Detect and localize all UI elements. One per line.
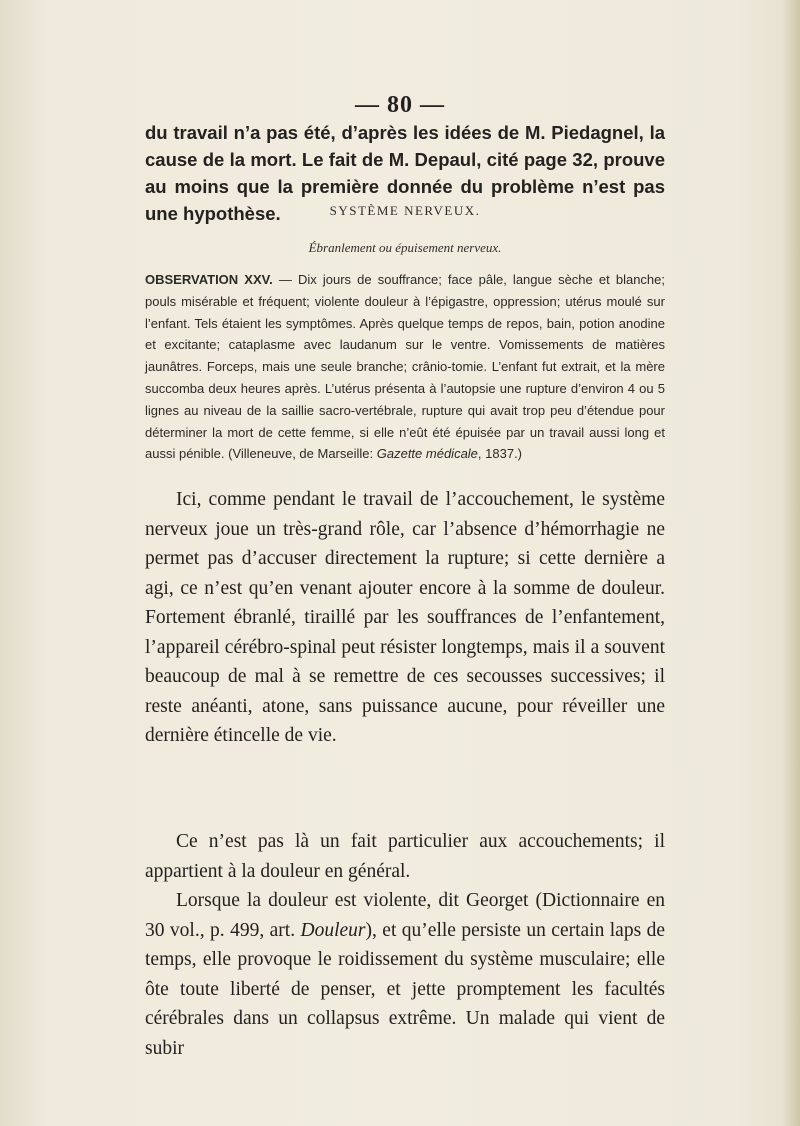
intro-paragraph: du travail n’a pas été, d’après les idées de M. Piedagnel, la cause de la mort. Le fait de M. Depaul, cité page 32, prouve au moins que la première donnée du problème n’est pas une hypothèse.: [145, 122, 665, 224]
section-title: SYSTÈME NERVEUX.: [329, 203, 481, 218]
observation-source-prefix: (Villeneuve, de Marseille:: [228, 446, 374, 462]
observation-source-suffix: , 1837.): [477, 446, 523, 462]
section-subtitle: Ébranlement ou épuisement nerveux.: [308, 240, 502, 255]
body-paragraph-3: [145, 886, 665, 1063]
paragraph-3-before-reference: Lorsque la douleur est violente, dit Georget (Dictionnaire en 30 vol., p. 499, art.: [145, 890, 665, 941]
body-paragraph-1: Ici, comme pendant le travail de l’accouchement, le système nerveux joue un très-grand rôle, car l’absence d’hémorrhagie ne permet pas d’accuser directement la rupture; si cette dernière a agi, ce n’est qu’en venant ajouter encore à la somme de douleur. Fortement ébranlé, tiraillé par les souffrances de l’enfantement, l’appareil cérébro-spinal peut résister longtemps, mais il a souvent beaucoup de mal à se remettre de ces secousses successives; il reste anéanti, atone, sans puissance aucune, pour réveiller une dernière étincelle de vie.: [145, 489, 665, 746]
paragraph-3-after-reference: ), et qu’elle persiste un certain laps de temps, elle provoque le roidissement du système musculaire; elle ôte toute liberté de penser, et jette promptement les facultés cérébrales dans un collapsus extrême. Un malade qui vient de subir: [145, 919, 666, 1059]
page-number: — 80 —: [355, 92, 445, 118]
dictionary-reference: Douleur: [300, 919, 366, 941]
observation-paragraph: [145, 269, 665, 465]
page-edge-shadow: [782, 0, 800, 1126]
observation-label: OBSERVATION XXV.: [145, 272, 273, 287]
observation-text: — Dix jours de souffrance; face pâle, langue sèche et blanche; pouls misérable et fréquent; violente douleur à l’épigastre, oppression; utérus moulé sur l’enfant. Tels étaient les symptômes. Après quelque temps de repos, bain, potion anodine et excitante; cataplasme avec laudanum sur le ventre. Vomissements de matières jaunâtres. Forceps, mais une seule branche; crânio-tomie. L’enfant fut extrait, et la mère succomba deux heures après. L’utérus présenta à l’autopsie une rupture d’environ 4 ou 5 lignes au niveau de la saillie sacro-vertébrale, rupture qui avait trop peu d’étendue pour déterminer la mort de cette femme, si elle n’eût été épuisée par un travail aussi long et aussi pénible.: [145, 272, 665, 462]
body-paragraph-2: Ce n’est pas là un fait particulier aux accouchements; il appartient à la douleur en général.: [145, 831, 665, 882]
observation-source-title: Gazette médicale: [376, 446, 478, 462]
